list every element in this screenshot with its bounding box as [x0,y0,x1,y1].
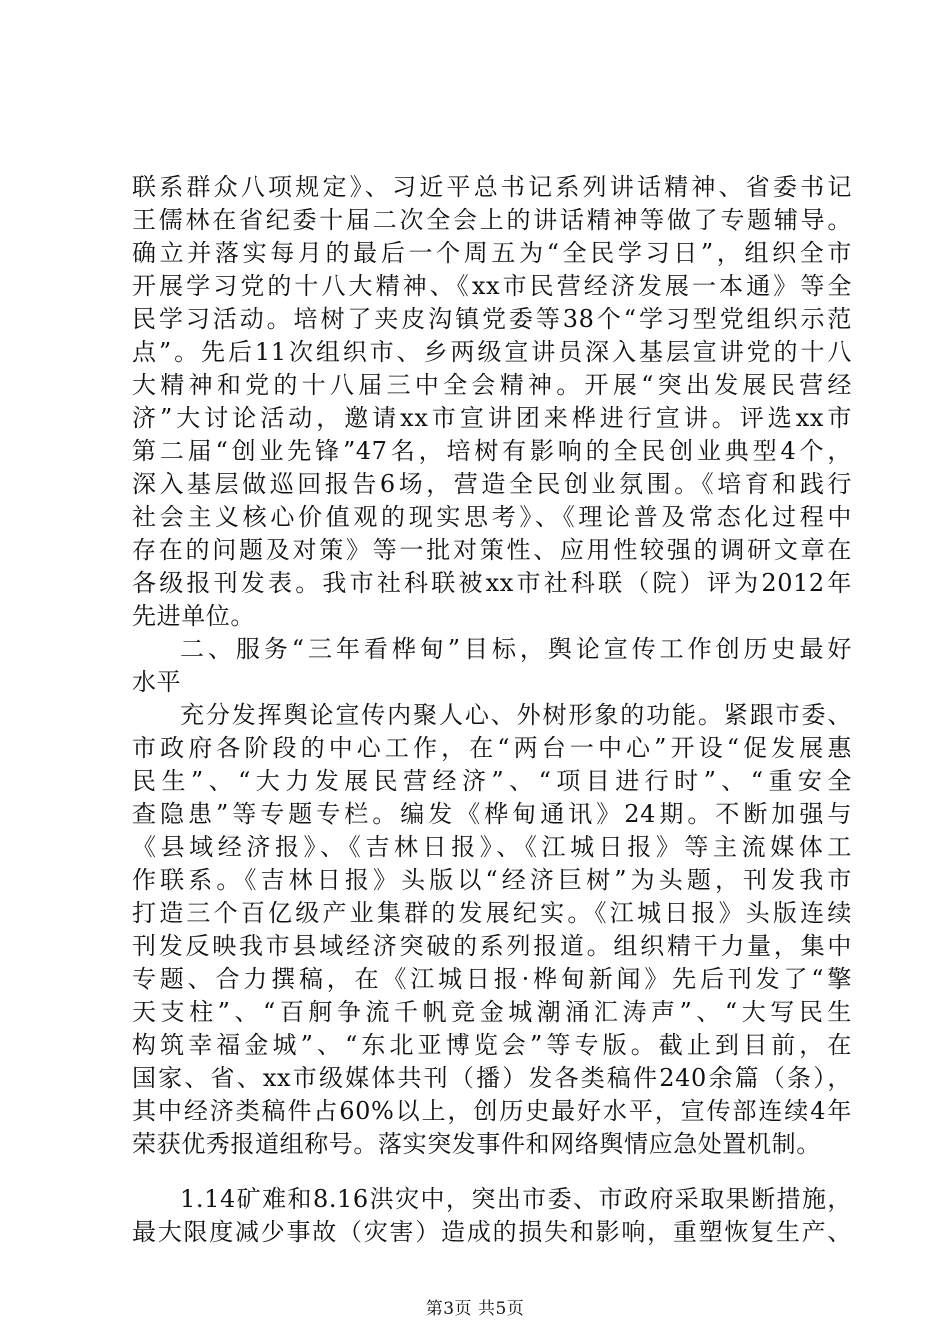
body-text-line: 构筑幸福金城”、“东北亚博览会”等专版。截止到目前，在 [132,1031,852,1059]
body-text-line: 点”。先后11次组织市、乡两级宣讲员深入基层宣讲党的十八 [132,338,852,366]
section-heading-continued: 水平 [132,668,182,696]
body-text-line: 最大限度减少事故（灾害）造成的损失和影响，重塑恢复生产、 [132,1218,852,1246]
body-text-line: 刊发反映我市县域经济突破的系列报道。组织精干力量，集中 [132,932,852,960]
body-text-line: 作联系。《吉林日报》头版以“经济巨树”为头题，刊发我市 [132,866,852,894]
body-text-line: 各级报刊发表。我市社科联被xx市社科联（院）评为2012年 [132,569,852,597]
page-number-footer: 第3页 共5页 [425,1299,525,1319]
body-text-line: 王儒林在省纪委十届二次全会上的讲话精神等做了专题辅导。 [132,206,852,234]
body-text-line: 民生”、“大力发展民营经济”、“项目进行时”、“重安全 [132,767,852,795]
body-text-line: 其中经济类稿件占60%以上，创历史最好水平，宣传部连续4年 [132,1097,852,1125]
body-text-line: 开展学习党的十八大精神、《xx市民营经济发展一本通》等全 [132,272,852,300]
section-heading: 二、服务“三年看桦甸”目标，舆论宣传工作创历史最好 [180,635,852,663]
body-text-line: 国家、省、xx市级媒体共刊（播）发各类稿件240余篇（条）， [132,1064,852,1092]
body-text-line: 打造三个百亿级产业集群的发展纪实。《江城日报》头版连续 [132,899,852,927]
body-text-line: 联系群众八项规定》、习近平总书记系列讲话精神、省委书记 [132,173,852,201]
body-text-line: 专题、合力撰稿，在《江城日报·桦甸新闻》先后刊发了“擎 [132,965,852,993]
body-text-line: 第二届“创业先锋”47名，培树有影响的全民创业典型4个， [132,437,852,465]
body-text-line: 存在的问题及对策》等一批对策性、应用性较强的调研文章在 [132,536,852,564]
body-text-line: 确立并落实每月的最后一个周五为“全民学习日”，组织全市 [132,239,852,267]
body-text-line: 济”大讨论活动，邀请xx市宣讲团来桦进行宣讲。评选xx市 [132,404,852,432]
body-text-line: 社会主义核心价值观的现实思考》、《理论普及常态化过程中 [132,503,852,531]
body-text-line: 大精神和党的十八届三中全会精神。开展“突出发展民营经 [132,371,852,399]
body-text-line: 查隐患”等专题专栏。编发《桦甸通讯》24期。不断加强与 [132,800,852,828]
body-text-line: 1.14矿难和8.16洪灾中，突出市委、市政府采取果断措施， [180,1185,852,1213]
body-text-line: 天支柱”、“百舸争流千帆竞金城潮涌汇涛声”、“大写民生 [132,998,852,1026]
body-text-line: 市政府各阶段的中心工作，在“两台一中心”开设“促发展惠 [132,734,852,762]
body-text-line: 荣获优秀报道组称号。落实突发事件和网络舆情应急处置机制。 [132,1130,821,1158]
body-text-line: 先进单位。 [132,602,255,630]
body-text-line: 民学习活动。培树了夹皮沟镇党委等38个“学习型党组织示范 [132,305,852,333]
body-text-line: 《县域经济报》、《吉林日报》、《江城日报》等主流媒体工 [132,833,852,861]
body-text-line: 深入基层做巡回报告6场，营造全民创业氛围。《培育和践行 [132,470,852,498]
body-text-line: 充分发挥舆论宣传内聚人心、外树形象的功能。紧跟市委、 [180,701,852,729]
